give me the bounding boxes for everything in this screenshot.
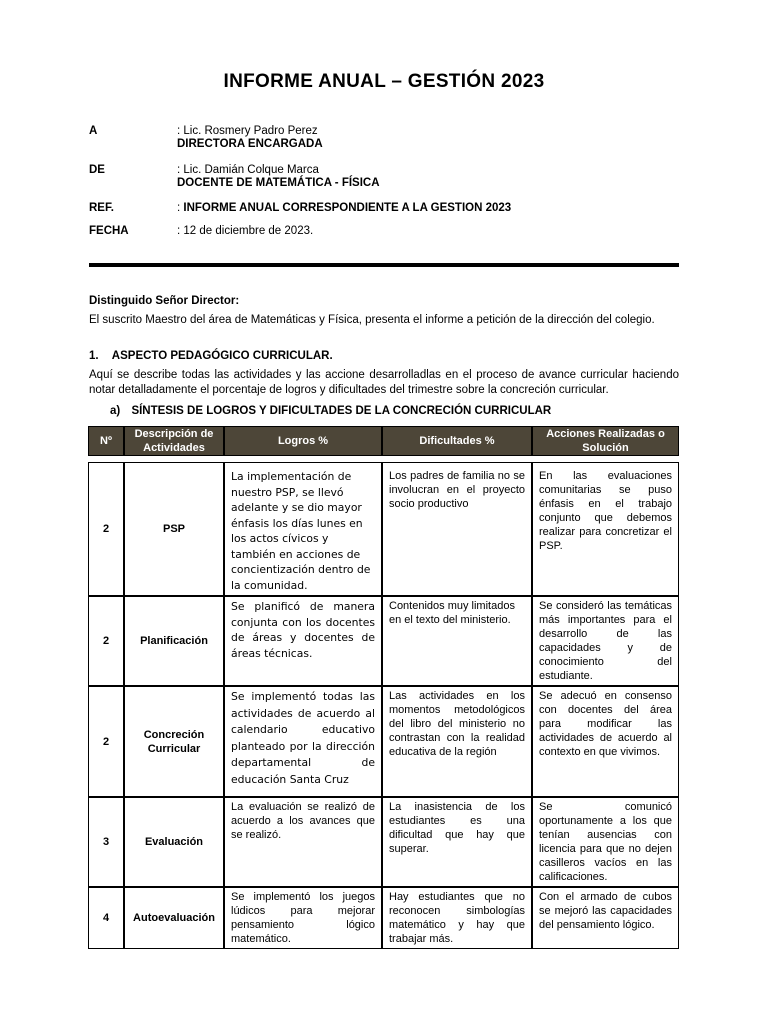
header-to-key: A	[89, 125, 98, 137]
table-row	[88, 686, 679, 797]
salutation: Distinguido Señor Director:	[89, 295, 240, 307]
subsection-a-letter: a)	[110, 405, 121, 417]
header-ref-value: INFORME ANUAL CORRESPONDIENTE A LA GESTION 2023	[183, 202, 512, 214]
header-divider	[89, 263, 679, 267]
cell-number: 3	[88, 797, 124, 887]
cell-description: Planificación	[124, 596, 224, 686]
table-row	[88, 596, 679, 686]
header-to-role: DIRECTORA ENCARGADA	[177, 138, 323, 150]
synthesis-table	[88, 426, 679, 949]
cell-actions: Se consideró las temáticas más importantes para el desarrollo de las capacidades y de conocimiento del estudiante.	[532, 596, 679, 686]
cell-achievements: Se implementó todas las actividades de acuerdo al calendario educativo planteado por la dirección departamental de educación Santa Cruz	[224, 686, 382, 797]
cell-actions: En las evaluaciones comunitarias se puso énfasis en el trabajo conjunto que debemos realizar para concretizar el PSP.	[532, 462, 679, 596]
column-header-actions: Acciones Realizadas o Solución	[532, 426, 679, 456]
cell-description: Evaluación	[124, 797, 224, 887]
intro-paragraph: El suscrito Maestro del área de Matemáticas y Física, presenta el informe a petición de la dirección del colegio.	[89, 314, 655, 326]
cell-number: 2	[88, 596, 124, 686]
cell-number: 2	[88, 462, 124, 596]
cell-actions: Se adecuó en consenso con docentes del área para modificar las actividades de acuerdo al contexto en que vivimos.	[532, 686, 679, 797]
section-1-heading	[89, 350, 333, 362]
column-header-achievements: Logros %	[224, 426, 382, 456]
document-title: INFORME ANUAL – GESTIÓN 2023	[223, 71, 545, 92]
cell-actions: Con el armado de cubos se mejoró las capacidades del pensamiento lógico.	[532, 887, 679, 949]
cell-description: Concreción Curricular	[124, 686, 224, 797]
cell-number: 4	[88, 887, 124, 949]
cell-number: 2	[88, 686, 124, 797]
cell-description: PSP	[124, 462, 224, 596]
table-row	[88, 462, 679, 596]
header-from-role: DOCENTE DE MATEMÁTICA - FÍSICA	[177, 177, 380, 189]
cell-difficulties: Los padres de familia no se involucran en el proyecto socio productivo	[382, 462, 532, 596]
cell-difficulties: La inasistencia de los estudiantes es una dificultad que hay que superar.	[382, 797, 532, 887]
cell-achievements: Se implementó los juegos lúdicos para mejorar pensamiento lógico matemático.	[224, 887, 382, 949]
section-1-paragraph: Aquí se describe todas las actividades y las accione desarrolladlas en el proceso de avance curricular haciendo notar detalladamente el porcentaje de logros y dificultades del trimestre sobre la concreción curricular.	[89, 369, 679, 396]
section-1-title: ASPECTO PEDAGÓGICO CURRICULAR.	[111, 350, 333, 362]
table-row	[88, 797, 679, 887]
cell-achievements: La evaluación se realizó de acuerdo a los avances que se realizó.	[224, 797, 382, 887]
subsection-a-heading	[110, 405, 551, 417]
cell-difficulties: Contenidos muy limitados en el texto del ministerio.	[382, 596, 532, 686]
cell-achievements: Se planificó de manera conjunta con los docentes de áreas y docentes de áreas técnicas.	[224, 596, 382, 686]
cell-difficulties: Hay estudiantes que no reconocen simbologías matemático y hay que trabajar más.	[382, 887, 532, 949]
column-header-description: Descripción de Actividades	[124, 426, 224, 456]
column-header-number: Nº	[88, 426, 124, 456]
table-row	[88, 887, 679, 949]
cell-difficulties: Las actividades en los momentos metodológicos del libro del ministerio no contrastan con la realidad educativa de la región	[382, 686, 532, 797]
table-header-row	[88, 426, 679, 456]
subsection-a-title: SÍNTESIS DE LOGROS Y DIFICULTADES DE LA CONCRECIÓN CURRICULAR	[131, 405, 552, 417]
column-header-difficulties: Dificultades %	[382, 426, 532, 456]
cell-description: Autoevaluación	[124, 887, 224, 949]
header-to-name: : Lic. Rosmery Padro Perez	[177, 125, 318, 137]
header-ref-colon: :	[177, 202, 184, 214]
header-date-value: : 12 de diciembre de 2023.	[177, 225, 314, 237]
cell-actions: Se comunicó oportunamente a los que tenían ausencias con licencia para que no dejen casilleros vacíos en las calificaciones.	[532, 797, 679, 887]
cell-achievements: La implementación de nuestro PSP, se llevó adelante y se dio mayor énfasis los días lunes en los actos cívicos y también en acciones de concientización dentro de la comunidad.	[224, 462, 382, 596]
header-date-key: FECHA	[89, 225, 129, 237]
header-ref-key: REF.	[89, 202, 114, 214]
header-from-name: : Lic. Damián Colque Marca	[177, 164, 319, 176]
header-from-key: DE	[89, 164, 105, 176]
section-1-number: 1.	[89, 350, 99, 362]
